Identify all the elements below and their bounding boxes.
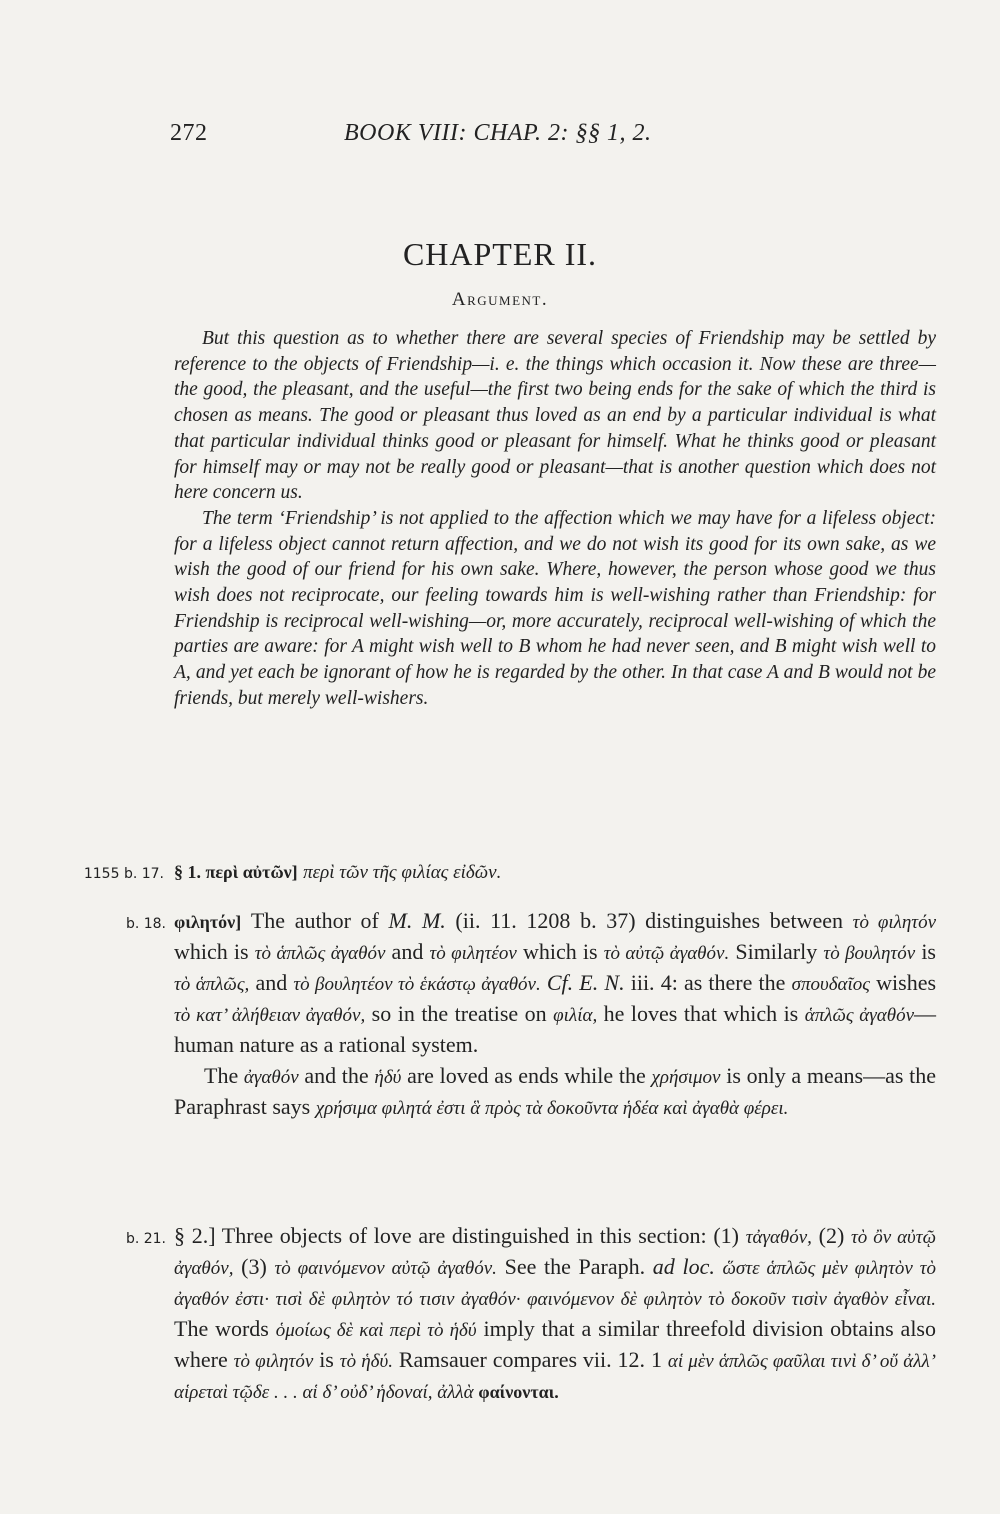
greek-gloss: περὶ τῶν τῆς φιλίας εἰδῶν. (303, 862, 502, 883)
greek-phrase: ὥστε ἁπλῶς μὲν φιλητὸν τὸ ἀγαθόν ἐστι· τισὶ δὲ φιλητὸν τό τισιν ἀγαθόν· φαινόμενον δὲ φιλητὸν τὸ δοκοῦν τισὶν ἀγαθὸν εἶναι. (174, 1258, 937, 1310)
text-run: See the Paraph. (496, 1254, 653, 1279)
note-paragraph (174, 1221, 936, 1407)
citation: ad loc. (652, 1254, 715, 1279)
greek-phrase: αἱ μὲν ἁπλῶς φαῦλαι τινὶ δ’ οὔ ἀλλ’ αἱρεταὶ τῷδε . . . αἱ δ’ οὐδ’ ἡδοναί, ἀλλὰ (174, 1351, 936, 1403)
greek-phrase: τὸ φιλητέον (429, 943, 517, 964)
note-lemma: § 2.] (174, 1223, 216, 1248)
greek-phrase-bold: φαίνονται. (478, 1382, 559, 1402)
text-run: which is (174, 939, 255, 964)
note-reference: 1155 b. 17. (83, 866, 164, 882)
greek-phrase: τὸ ἁπλῶς, (174, 974, 250, 995)
text-run: so in the treatise on (365, 1001, 554, 1026)
text-run: wishes (869, 970, 937, 995)
text-run: The (204, 1063, 244, 1088)
note-paragraph (174, 1061, 936, 1123)
note-lemma: § 1. περὶ αὐτῶν] (174, 862, 298, 882)
greek-phrase: τὸ βουλητέον τὸ ἑκάστῳ ἀγαθόν. (293, 974, 541, 995)
text-run: and the (298, 1063, 375, 1088)
greek-phrase: τὸ φιλητόν (233, 1351, 314, 1372)
note-b18 (125, 906, 937, 1123)
text-run (715, 1254, 723, 1279)
text-run: —human nature as a rational system. (174, 1001, 937, 1057)
greek-phrase: ἀγαθόν (243, 1067, 299, 1088)
greek-phrase: τὸ ὂν αὐτῷ ἀγαθόν, (174, 1227, 936, 1279)
text-run: is (915, 939, 936, 964)
page-number: 272 (170, 120, 208, 146)
greek-phrase: τὸ ἡδύ. (339, 1351, 393, 1372)
text-run: which is (516, 939, 604, 964)
text-run: (2) (811, 1223, 851, 1248)
greek-phrase: φιλία, (553, 1005, 598, 1026)
greek-phrase: ὁμοίως δὲ καὶ περὶ τὸ ἡδύ (275, 1320, 477, 1341)
text-run: imply that a similar threefold division obtains also where (174, 1316, 936, 1372)
text-run: is (313, 1347, 340, 1372)
text-run: Ramsauer compares vii. 12. 1 (392, 1347, 668, 1372)
note-b21 (125, 1221, 937, 1407)
text-run: and (249, 970, 294, 995)
text-run: are loved as ends while the (401, 1063, 652, 1088)
greek-phrase: ἁπλῶς ἀγαθόν (804, 1005, 915, 1026)
note-paragraph (174, 906, 936, 1059)
citation: Cf. E. N. (546, 970, 625, 995)
greek-phrase: ἡδύ (374, 1067, 402, 1088)
text-run: iii. 4: as there the (624, 970, 792, 995)
text-run: The author of (241, 908, 389, 933)
greek-phrase: σπουδαῖος (791, 974, 870, 995)
note-reference: b. 21. (125, 1231, 166, 1247)
note-1155b17 (83, 856, 936, 887)
text-run: Similarly (729, 939, 824, 964)
running-title: BOOK VIII: CHAP. 2: §§ 1, 2. (344, 120, 652, 146)
argument-summary (174, 326, 936, 712)
greek-phrase: τὸ αὐτῷ ἀγαθόν. (603, 943, 730, 964)
note-reference: b. 18. (125, 916, 166, 932)
text-run: Three objects of love are distinguished in this section: (1) (215, 1223, 746, 1248)
argument-paragraph-2: The term ‘Friendship’ is not applied to the affection which we may have for a lifeless object: for a lifeless object cannot return affection, and we do not wish its good for its own sake, as we wish the good of our friend for his own sake. Where, however, the person whose good we thus wish does not reciprocate, our feeling towards him is well-wishing rather than Friendship: for Friendship is reciprocal well-wishing—or, more accurately, reciprocal well-wishing of which the parties are aware: for A might wish well to B whom he had never seen, and B might wish well to A, and yet each be ignorant of how he is regarded by the other. In that case A and B would not be friends, but merely well-wishers. (174, 507, 936, 709)
text-run: The words (174, 1316, 276, 1341)
text-run: and (385, 939, 430, 964)
greek-phrase: τὸ ἁπλῶς ἀγαθόν (254, 943, 386, 964)
argument-paragraph-1: But this question as to whether there are several species of Friendship may be settled by reference to the objects of Friendship—i. e. the things which occasion it. Now these are three—the good, the pleasant, and the useful—the first two being ends for the sake of which the third is chosen as means. The good or pleasant thus loved as an end by a particular individual is what that particular individual thinks good or pleasant for himself. What he thinks good or pleasant for himself may or may not be really good or pleasant—that is another question which does not here concern us. (174, 328, 936, 504)
greek-phrase: χρήσιμα φιλητά ἐστι ἃ πρὸς τὰ δοκοῦντα ἡδέα καὶ ἀγαθὰ φέρει. (315, 1098, 789, 1119)
greek-phrase: τὸ βουλητόν (823, 943, 916, 964)
greek-phrase: τὸ φαινόμενον αὐτῷ ἀγαθόν. (274, 1258, 497, 1279)
text-run: he loves that which is (597, 1001, 805, 1026)
text-run: is only a means—as the Paraphrast says (174, 1063, 936, 1119)
text-run: (ii. 11. 1208 b. 37) distinguishes between (445, 908, 853, 933)
argument-label: Argument. (451, 289, 549, 310)
text-run: (3) (233, 1254, 275, 1279)
note-lemma: φιλητόν] (174, 912, 242, 932)
chapter-title: CHAPTER II. (402, 236, 598, 272)
greek-phrase: τὸ κατ’ ἀλήθειαν ἀγαθόν, (174, 1005, 366, 1026)
greek-phrase: χρήσιμον (651, 1067, 721, 1088)
citation: M. M. (388, 908, 446, 933)
greek-phrase: τἀγαθόν, (745, 1227, 812, 1248)
greek-phrase: τὸ φιλητόν (852, 912, 937, 933)
note-text (174, 856, 936, 887)
